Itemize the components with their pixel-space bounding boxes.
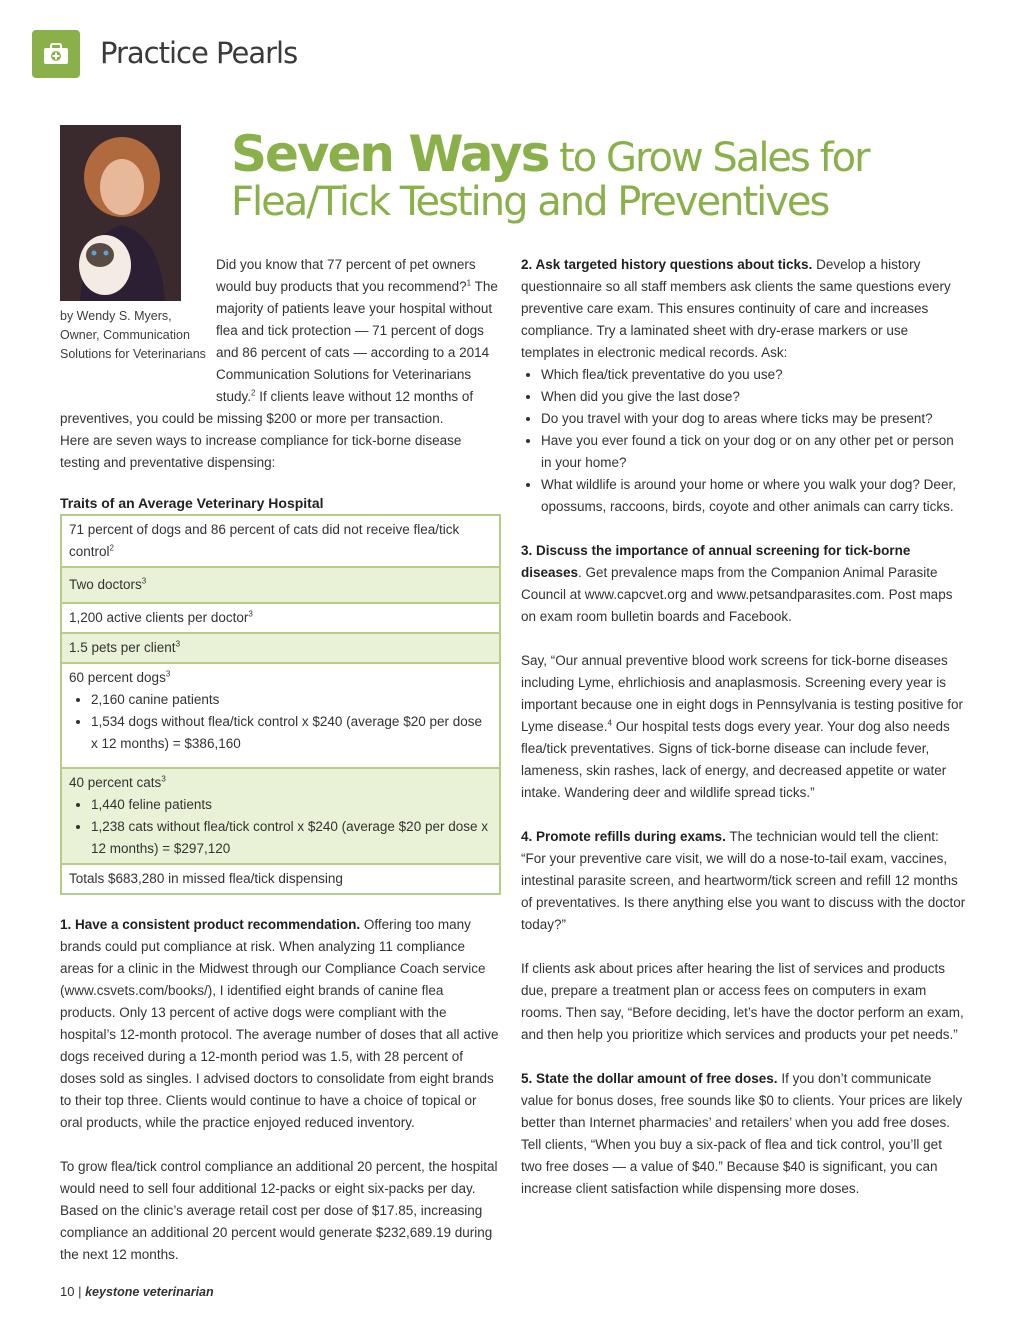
table-cell	[61, 567, 500, 603]
cell-text: 60 percent dogs	[69, 670, 166, 685]
section-text-2: Our hospital tests dogs every year. Your dog also needs flea/tick preventatives. Signs of tick-borne disease can include fever, lameness, skin rashes, lack of energy, and decreased appetite or water intake. Wandering deer and wildlife spread ticks.”	[521, 719, 950, 800]
page-footer	[60, 1284, 214, 1299]
byline-role: Owner, Communication	[60, 328, 190, 342]
table-heading: Traits of an Average Veterinary Hospital	[60, 495, 324, 511]
table-row	[61, 663, 500, 768]
title-rest: to Grow Sales for	[548, 135, 869, 181]
table-cell	[61, 663, 500, 768]
intro-continued	[60, 408, 500, 474]
section-text: Develop a history questionnaire so all staff members ask clients the same questions every preventive care exam. This ensures continuity of care and increases compliance. Try a laminated sheet with dry-erase markers or use templates in electronic medical records. Ask:	[521, 257, 951, 360]
cell-text: 1,200 active clients per doctor	[69, 610, 249, 625]
section-text: Offering too many brands could put compliance at risk. When analyzing 11 compliance areas for a clinic in the Midwest through our Compliance Coach service (www.csvets.com/books/), I identified eight brands of canine flea products. Only 13 percent of active dogs were compliant with the hospital’s 12-month protocol. The average number of doses that all active dogs received during a 12-month period was 1.5, with 28 percent of doses sold as singles. I advised doctors to consolidate from eight brands to their top three. Clients would continue to have a choice of topical or oral products, while the practice enjoyed reduced inventory.	[60, 917, 499, 1130]
table-row	[61, 567, 500, 603]
section-text: If you don’t communicate value for bonus doses, free sounds like $0 to clients. Your prices are likely better than Internet pharmacies’ and retailers’ when you add free doses. Tell clients, “When you buy a six-pack of flea and tick control, you’ll get two free doses — a value of $40.” Because $40 is significant, you can increase client satisfaction while dispensing more doses.	[521, 1071, 963, 1196]
list-item: • 1,440 feline patients	[91, 794, 492, 816]
cell-text: 1.5 pets per client	[69, 640, 176, 655]
section-text: . Get prevalence maps from the Companion Animal Parasite Council at www.capcvet.org and www.petsandparasites.com. Post maps on exam room bulletin boards and Facebook.	[521, 565, 953, 624]
section-2	[521, 254, 966, 364]
right-column	[521, 254, 966, 1222]
table-cell: Totals $683,280 in missed flea/tick dispensing	[61, 864, 500, 894]
byline-author: by Wendy S. Myers,	[60, 309, 172, 323]
list-item: • Have you ever found a tick on your dog or on any other pet or person in your home?	[541, 430, 966, 474]
article-title	[231, 125, 951, 225]
table-cell	[61, 515, 500, 567]
list-item: • What wildlife is around your home or where you walk your dog? Deer, opossums, raccoons, birds, coyote and other animals can carry ticks.	[541, 474, 966, 518]
section-title: Practice Pearls	[100, 36, 298, 70]
section-1	[60, 914, 500, 1134]
cell-text: 40 percent cats	[69, 775, 162, 790]
section-1-paragraph-2: To grow flea/tick control compliance an additional 20 percent, the hospital would need to sell four additional 12-packs or eight six-packs per day. Based on the clinic’s average retail cost per dose of $17.85, increasing compliance an additional 20 percent would generate $232,689.19 during the next 12 months.	[60, 1159, 498, 1262]
section-3	[521, 540, 966, 628]
table-cell	[61, 768, 500, 864]
section-heading: 1. Have a consistent product recommendation.	[60, 917, 361, 932]
publication-name: keystone veterinarian	[85, 1285, 214, 1299]
intro-text: Did you know that 77 percent of pet owners would buy products that you recommend?	[216, 257, 476, 294]
footnote-ref: 3	[165, 669, 171, 679]
table-row	[61, 768, 500, 864]
table-row	[61, 515, 500, 567]
page-number: 10	[60, 1284, 75, 1299]
traits-table	[60, 514, 501, 895]
intro-paragraph	[216, 254, 501, 408]
footnote-ref: 3	[141, 576, 147, 586]
left-column-body	[60, 914, 500, 1288]
dogs-list	[69, 689, 492, 755]
section-heading: 5. State the dollar amount of free doses.	[521, 1071, 778, 1086]
footnote-ref: 3	[175, 639, 181, 649]
table-cell	[61, 633, 500, 663]
section-3-paragraph-2	[521, 650, 966, 804]
intro-text-3: If clients leave without 12 months of	[255, 389, 474, 404]
section-text: Say, “Our annual preventive blood work screens for tick-borne diseases including Lyme, ehrlichiosis and anaplasmosis. Screening every year is important because one in eight dogs in Pennsylvania is testing positive for Lyme disease.	[521, 653, 964, 734]
list-item: • 2,160 canine patients	[91, 689, 492, 711]
author-photo	[60, 125, 181, 301]
history-questions-list	[521, 364, 966, 518]
table-row	[61, 864, 500, 894]
cell-text: Two doctors	[69, 577, 142, 592]
intro-text-2: The majority of patients leave your hospital without flea and tick protection — 71 percent of dogs and 86 percent of cats — according to a 2014 Communication Solutions for Veterinarians study.	[216, 279, 498, 404]
table-row	[61, 633, 500, 663]
title-emphasis: Seven Ways	[231, 125, 549, 183]
footnote-ref: 4	[607, 718, 612, 728]
first-aid-kit-icon	[32, 30, 80, 78]
table-cell	[61, 603, 500, 633]
byline-company: Solutions for Veterinarians	[60, 347, 206, 361]
intro-paragraph-2: Here are seven ways to increase compliance for tick-borne disease testing and preventative dispensing:	[60, 433, 462, 470]
section-text: The technician would tell the client: “For your preventive care visit, we will do a nose-to-tail exam, vaccines, intestinal parasite screen, and heartworm/tick screen and refill 12 months of preventatives. Is there anything else you want to discuss with the doctor today?”	[521, 829, 966, 932]
footnote-ref: 2	[109, 543, 114, 553]
section-heading: 4. Promote refills during exams.	[521, 829, 726, 844]
footer-separator: |	[78, 1284, 82, 1299]
section-5	[521, 1068, 966, 1200]
footnote-ref: 1	[466, 278, 472, 288]
cats-list	[69, 794, 492, 860]
footnote-ref: 2	[251, 388, 256, 398]
footnote-ref: 3	[161, 774, 166, 784]
table-row	[61, 603, 500, 633]
section-4	[521, 826, 966, 936]
byline	[60, 307, 210, 364]
list-item: • When did you give the last dose?	[541, 386, 966, 408]
section-4-paragraph-2: If clients ask about prices after hearing the list of services and products due, prepare a treatment plan or access fees on computers in exam rooms. Then say, “Before deciding, let’s have the doctor perform an exam, and then help you prioritize which services and products your pet needs.”	[521, 961, 964, 1042]
intro-text-4: preventives, you could be missing $200 or more per transaction.	[60, 411, 444, 426]
list-item: • 1,534 dogs without flea/tick control x $240 (average $20 per dose x 12 months) = $386,160	[91, 711, 492, 755]
section-heading: 3. Discuss the importance of annual screening for tick-borne diseases	[521, 543, 911, 580]
list-item: • 1,238 cats without flea/tick control x $240 (average $20 per dose x 12 months) = $297,120	[91, 816, 492, 860]
title-line2: Flea/Tick Testing and Preventives	[231, 179, 829, 225]
cell-text: 71 percent of dogs and 86 percent of cats did not receive flea/tick control	[69, 522, 460, 559]
list-item: • Which flea/tick preventative do you use?	[541, 364, 966, 386]
list-item: • Do you travel with your dog to areas where ticks may be present?	[541, 408, 966, 430]
footnote-ref: 3	[248, 609, 253, 619]
section-heading: 2. Ask targeted history questions about ticks.	[521, 257, 813, 272]
